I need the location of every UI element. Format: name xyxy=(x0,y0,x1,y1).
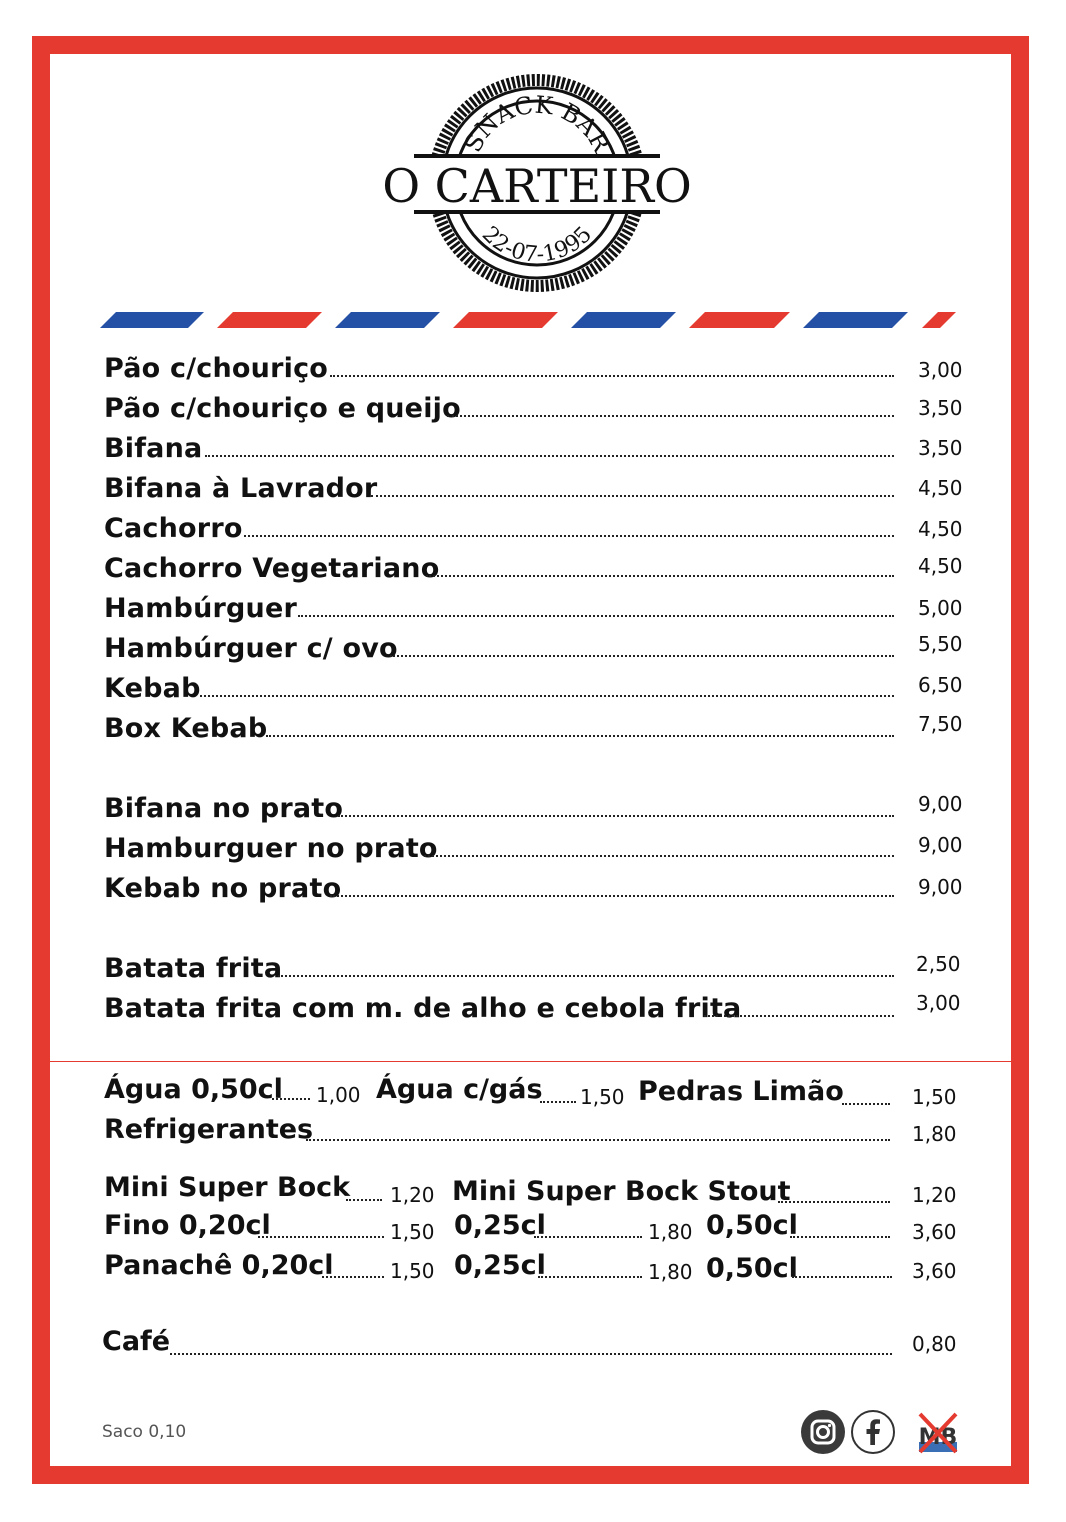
dot-leader xyxy=(170,1353,892,1355)
drink-name: Água c/gás xyxy=(376,1074,543,1105)
beer-price: 1,80 xyxy=(648,1220,693,1244)
menu-item: Bifana à Lavrador xyxy=(104,474,894,508)
dot-leader xyxy=(842,1103,890,1105)
cafe-name: Café xyxy=(102,1326,171,1357)
logo-name-text: O CARTEIRO xyxy=(382,159,692,213)
drink-name: Água 0,50cl xyxy=(104,1074,283,1105)
menu-item: Cachorro Vegetariano xyxy=(104,554,894,588)
dot-leader xyxy=(306,1139,890,1141)
menu-item: Batata frita com m. de alho e cebola frita xyxy=(104,994,894,1028)
beer-name: Panachê 0,20cl xyxy=(104,1250,334,1281)
menu-item-price: 9,00 xyxy=(918,792,963,816)
menu-item: Box Kebab xyxy=(104,714,894,748)
section-divider xyxy=(50,1061,1011,1062)
drink-price: 1,50 xyxy=(580,1085,625,1109)
menu-item-price: 4,50 xyxy=(918,554,963,578)
instagram-icon[interactable] xyxy=(800,1409,846,1455)
drink-price: 1,00 xyxy=(316,1083,361,1107)
bag-price-note: Saco 0,10 xyxy=(102,1422,187,1442)
multibanco-crossed-icon xyxy=(914,1410,962,1456)
menu-item-price: 7,50 xyxy=(918,712,963,736)
beer-size: 0,25cl xyxy=(454,1210,546,1241)
beer-name: Fino 0,20cl xyxy=(104,1210,271,1241)
beer-name: Mini Super Bock Stout xyxy=(452,1176,791,1207)
menu-item-price: 9,00 xyxy=(918,833,963,857)
menu-item: Hamburguer no prato xyxy=(104,834,894,868)
drink-price: 1,80 xyxy=(912,1122,957,1146)
menu-item-price: 3,50 xyxy=(918,396,963,420)
menu-item-price: 3,00 xyxy=(916,991,961,1015)
beer-name: Mini Super Bock xyxy=(104,1172,351,1203)
beer-size: 0,50cl xyxy=(706,1253,798,1284)
beer-price: 3,60 xyxy=(912,1220,957,1244)
beer-price: 1,20 xyxy=(390,1183,435,1207)
dot-leader xyxy=(792,1276,892,1278)
menu-item-price: 3,50 xyxy=(918,436,963,460)
drink-price: 1,50 xyxy=(912,1085,957,1109)
beer-price: 1,50 xyxy=(390,1259,435,1283)
menu-item-price: 3,00 xyxy=(918,358,963,382)
beer-price: 1,50 xyxy=(390,1220,435,1244)
drink-name: Refrigerantes xyxy=(104,1114,314,1145)
dot-leader xyxy=(538,1276,642,1278)
dot-leader xyxy=(258,1236,384,1238)
airmail-stripes xyxy=(100,308,970,330)
menu-item: Pão c/chouriço e queijo xyxy=(104,394,894,428)
drink-name: Pedras Limão xyxy=(638,1076,844,1107)
beer-price: 1,20 xyxy=(912,1183,957,1207)
svg-text:MB: MB xyxy=(918,1425,958,1450)
beer-size: 0,50cl xyxy=(706,1210,798,1241)
menu-item-price: 9,00 xyxy=(918,875,963,899)
beer-price: 1,80 xyxy=(648,1260,693,1284)
dot-leader xyxy=(346,1199,382,1201)
dot-leader xyxy=(272,1098,310,1100)
dot-leader xyxy=(540,1101,576,1103)
menu-item: Cachorro xyxy=(104,514,894,548)
menu-item-price: 5,00 xyxy=(918,596,963,620)
menu-item: Hambúrguer xyxy=(104,594,894,628)
menu-item: Bifana no prato xyxy=(104,794,894,828)
menu-item-price: 6,50 xyxy=(918,673,963,697)
dot-leader xyxy=(322,1276,384,1278)
menu-item: Kebab no prato xyxy=(104,874,894,908)
facebook-icon[interactable] xyxy=(850,1409,896,1455)
menu-item: Batata frita xyxy=(104,954,894,988)
cafe-price: 0,80 xyxy=(912,1332,957,1356)
menu-item-price: 4,50 xyxy=(918,517,963,541)
menu-item-price: 5,50 xyxy=(918,632,963,656)
menu-item-price: 4,50 xyxy=(918,476,963,500)
beer-price: 3,60 xyxy=(912,1259,957,1283)
dot-leader xyxy=(790,1236,890,1238)
dot-leader xyxy=(778,1201,890,1203)
menu-item: Pão c/chouriço xyxy=(104,354,894,388)
dot-leader xyxy=(534,1236,642,1238)
logo-stamp xyxy=(376,72,696,296)
beer-size: 0,25cl xyxy=(454,1250,546,1281)
menu-item-price: 2,50 xyxy=(916,952,961,976)
menu-item: Kebab xyxy=(104,674,894,708)
menu-item: Hambúrguer c/ ovo xyxy=(104,634,894,668)
logo-date-text: 22-07-1995 xyxy=(476,221,598,268)
menu-item: Bifana xyxy=(104,434,894,468)
logo-top-text: SNACK BAR xyxy=(458,90,616,157)
